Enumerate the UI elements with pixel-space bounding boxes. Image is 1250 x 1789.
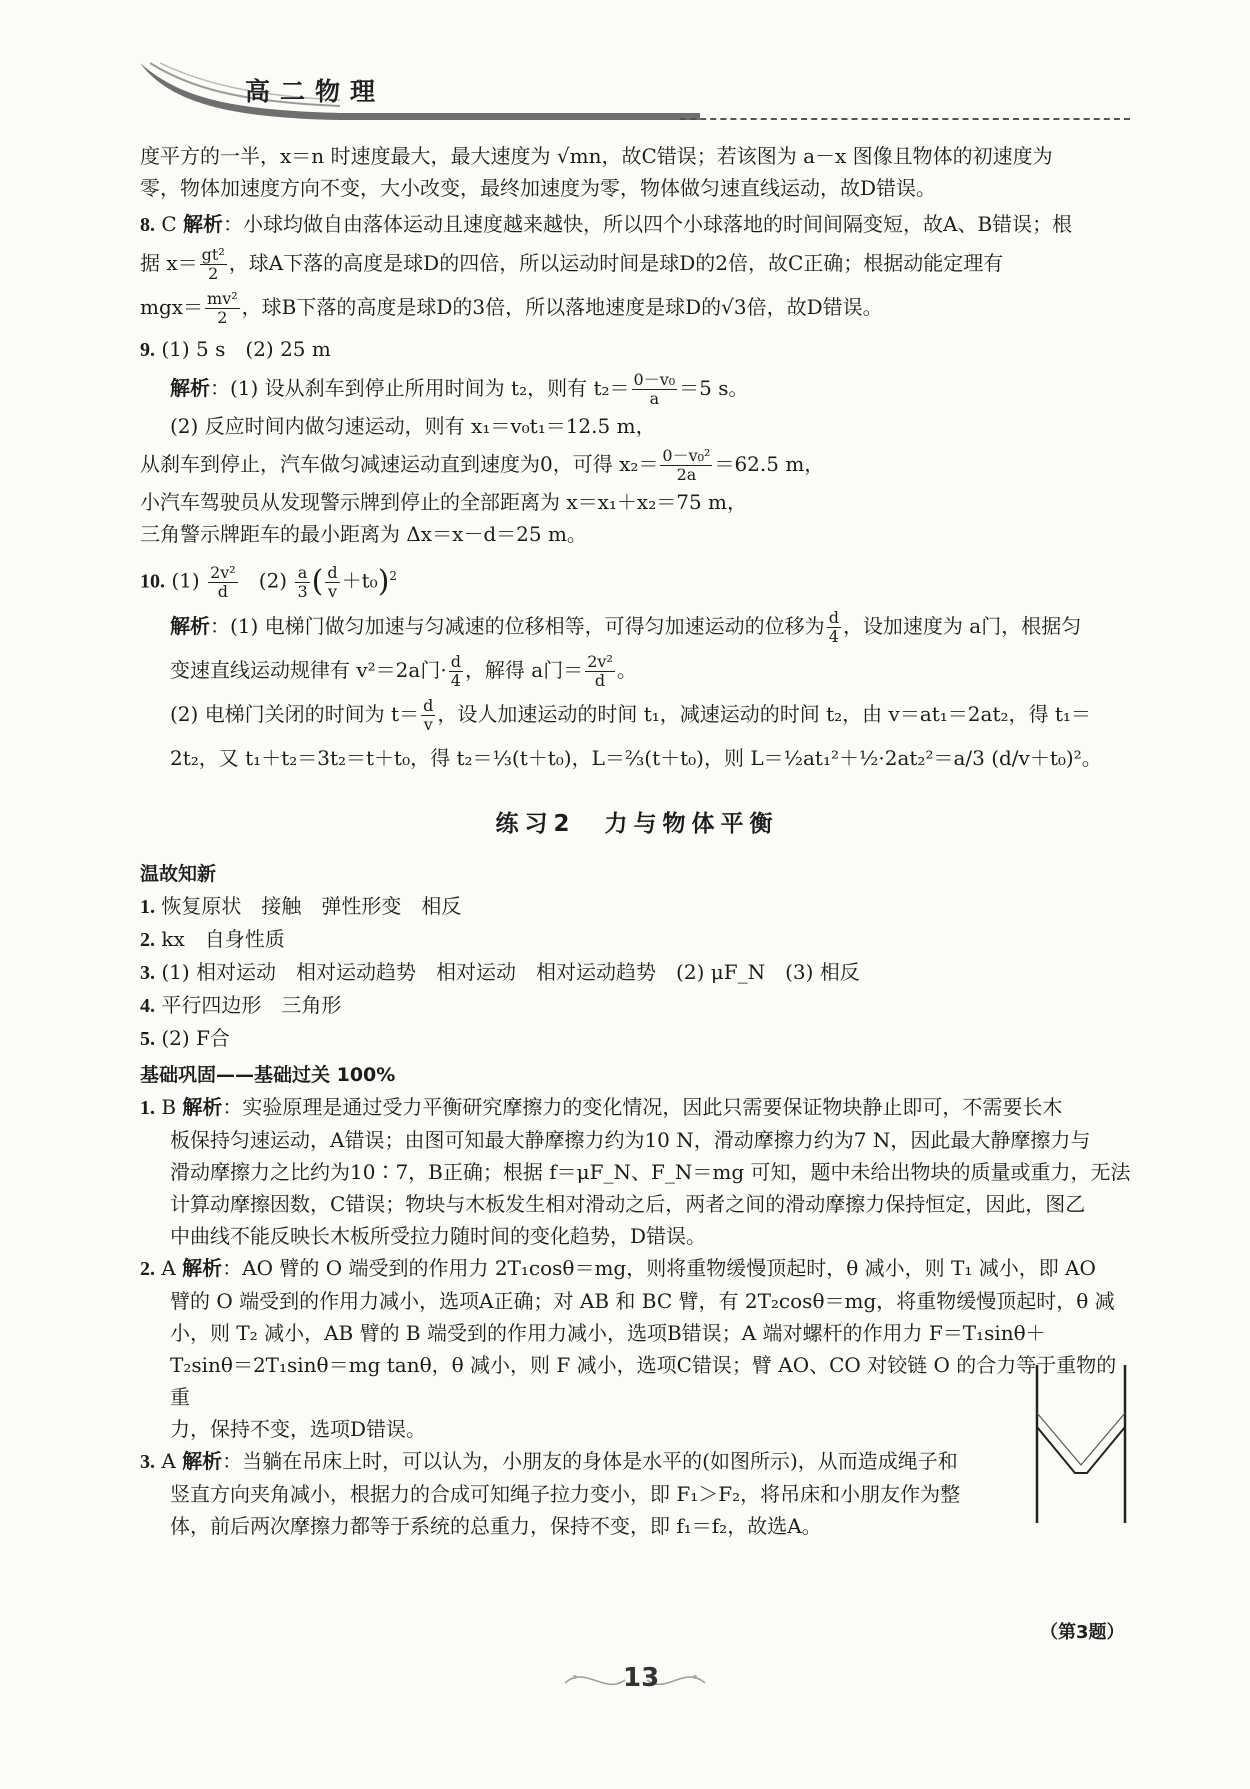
b1-line: 滑动摩擦力之比约为10∶7，B正确；根据 f＝μF_N、F_N＝mg 可知，题中未给出物块的质量或重力，无法 bbox=[170, 1160, 1131, 1185]
review-item-text: (1) 相对运动 相对运动趋势 相对运动 相对运动趋势 (2) μF_N (3) 相反 bbox=[161, 960, 860, 985]
page-footer bbox=[555, 1655, 715, 1705]
q10-answer-2-inner-fraction: $\frac{d}{v}$ bbox=[327, 562, 338, 601]
review-item-text: kx 自身性质 bbox=[161, 927, 285, 952]
q8-fraction-2: $\frac{\text{mv²}}{2}$ bbox=[207, 289, 238, 327]
b2-label: 解析 bbox=[182, 1256, 223, 1281]
figure-caption: （第3题） bbox=[1040, 1622, 1125, 1643]
q10-label: 解析 bbox=[170, 614, 210, 639]
q8-number: 8. bbox=[140, 214, 155, 236]
q8-line-3a: mgx＝ bbox=[140, 295, 204, 319]
b3-line: ：当躺在吊床上时，可以认为，小朋友的身体是水平的(如图所示)，从而造成绳子和 bbox=[222, 1449, 958, 1474]
question-10: 10. (1) $\frac{\text{2v²}}{d}$ (2) $\frac{a}{3}$ ( $\frac{d}{v}$ ＋t₀)$^2$ 解析：(1) 电梯门做匀加速与匀减速的位移相等，可得匀加速运动的位移为 $\frac{d}{4}$ ，设加速度为 a门，根据匀 变速直线运动规律有 v²＝2a门· $\frac{d}{4}$ ，解得 a门＝ $\frac{\text{2v²}}{d}$ 。 (2) 电梯门关闭的时间为 t＝ $\frac{d}{v}$ ，设人加速运动的时间 t₁，减速运动的时间 t₂，由 v＝at₁＝2at₂，得 t₁＝ 2t₂，又 t₁＋t₂＝3t₂＝t＋t₀，得 t₂＝⅓(t＋t₀)，L＝⅔(t＋t₀)，则 L＝½at₁²＋½·2at₂²＝a/3 (d/v＋t₀)²。 bbox=[140, 554, 1134, 780]
review-heading: 温故知新 bbox=[140, 863, 217, 886]
q9-line-3a: 从刹车到停止，汽车做匀减速运动直到速度为0，可得 x₂＝ bbox=[140, 452, 659, 476]
b3-number: 3. bbox=[140, 1451, 155, 1474]
page-content bbox=[140, 140, 1134, 1542]
header-dashed-rule bbox=[680, 118, 1130, 120]
q10-fraction-1: $\frac{d}{4}$ bbox=[828, 608, 839, 647]
q9-fraction-1: $\frac{\text{0－v₀}}{a}$ bbox=[633, 370, 676, 408]
basics-question-2 bbox=[140, 1252, 1134, 1445]
q10-line-2b: ，解得 a门＝ bbox=[464, 658, 584, 683]
review-item-number: 1. bbox=[140, 896, 155, 919]
q9-label: 解析 bbox=[170, 376, 210, 400]
b1-line: 计算动摩擦因数，C错误；物块与木板发生相对滑动之后，两者之间的滑动摩擦力保持恒定，因此，图乙 bbox=[170, 1192, 1086, 1217]
q10-answer-2-fraction: $\frac{a}{3}$ bbox=[297, 562, 308, 601]
q9-line-4: 小汽车驾驶员从发现警示牌到停止的全部距离为 x＝x₁＋x₂＝75 m， bbox=[140, 490, 748, 514]
b2-line: T₂sinθ＝2T₁sinθ＝mg tanθ，θ 减小，则 F 减小，选项C错误；臂 AO、CO 对铰链 O 的合力等于重物的重 bbox=[170, 1353, 1117, 1410]
b2-answer: A bbox=[161, 1256, 176, 1281]
review-item-text: (2) F合 bbox=[161, 1026, 230, 1051]
q10-answer-1-label: (1) bbox=[171, 568, 200, 593]
header-swoosh-decoration bbox=[140, 58, 700, 128]
q10-line-2c: 。 bbox=[616, 658, 637, 683]
q10-line-3b: ，设人加速运动的时间 t₁，减速运动的时间 t₂，由 v＝at₁＝2at₂，得 t₁＝ bbox=[437, 702, 1091, 727]
q9-fraction-2: $\frac{\text{0－v₀²}}{2a}$ bbox=[662, 446, 711, 484]
review-item-number: 2. bbox=[140, 929, 155, 952]
b2-line: 小，则 T₂ 减小，AB 臂的 B 端受到的作用力减小，选项B错误；A 端对螺杆的作用力 F＝T₁sinθ＋ bbox=[170, 1321, 1046, 1346]
basics-heading: 基础巩固——基础过关 100% bbox=[140, 1064, 396, 1087]
q10-fraction-4: $\frac{d}{v}$ bbox=[423, 696, 434, 735]
review-item bbox=[140, 989, 1134, 1022]
q8-line-2a: 据 x＝ bbox=[140, 251, 198, 275]
b1-number: 1. bbox=[140, 1097, 155, 1120]
basics-question-1 bbox=[140, 1091, 1134, 1252]
review-item-number: 4. bbox=[140, 995, 155, 1018]
q9-line-1b: ＝5 s。 bbox=[679, 376, 749, 400]
review-item bbox=[140, 923, 1134, 956]
review-item-number: 5. bbox=[140, 1028, 155, 1051]
q10-fraction-3: $\frac{\text{2v²}}{d}$ bbox=[587, 652, 613, 691]
q10-line-2a: 变速直线运动规律有 v²＝2a门· bbox=[170, 658, 447, 683]
q9-number: 9. bbox=[140, 339, 155, 361]
q10-answer-2-label: (2) bbox=[258, 568, 288, 593]
review-item-number: 3. bbox=[140, 962, 155, 985]
q10-answer-2-tail: ＋t₀ bbox=[341, 568, 378, 593]
b1-line: 中曲线不能反映长木板所受拉力随时间的变化趋势，D错误。 bbox=[170, 1224, 707, 1249]
b3-label: 解析 bbox=[182, 1449, 223, 1474]
b1-line: ：实验原理是通过受力平衡研究摩擦力的变化情况，因此只需要保证物块静止即可，不需要长木 bbox=[222, 1095, 1063, 1120]
header-title: 高二物理 bbox=[245, 77, 386, 106]
b2-line: 臂的 O 端受到的作用力减小，选项A正确；对 AB 和 BC 臂，有 2T₂cosθ＝mg，将重物缓慢顶起时，θ 减 bbox=[170, 1289, 1115, 1314]
q8-label: 解析 bbox=[183, 212, 224, 236]
page-header bbox=[140, 58, 1130, 128]
review-list bbox=[140, 890, 1134, 1055]
q9-answer: (1) 5 s (2) 25 m bbox=[161, 337, 331, 361]
review-item-text: 恢复原状 接触 弹性形变 相反 bbox=[161, 894, 462, 919]
question-9 bbox=[140, 333, 1134, 550]
q8-answer: C bbox=[161, 212, 177, 236]
question-8 bbox=[140, 208, 1134, 329]
q10-fraction-2: $\frac{d}{4}$ bbox=[450, 652, 461, 691]
b2-line: ：AO 臂的 O 端受到的作用力 2T₁cosθ＝mg，则将重物缓慢顶起时，θ 减小，则 T₁ 减小，即 AO bbox=[222, 1256, 1096, 1281]
page-number: 13 bbox=[623, 1663, 660, 1693]
q8-fraction-1: $\frac{\text{gt²}}{2}$ bbox=[201, 245, 225, 283]
q9-line-3b: ＝62.5 m， bbox=[714, 452, 825, 476]
q9-line-1a: ：(1) 设从刹车到停止所用时间为 t₂，则有 t₂＝ bbox=[210, 376, 630, 400]
q10-line-1a: ：(1) 电梯门做匀加速与匀减速的位移相等，可得匀加速运动的位移为 bbox=[210, 614, 825, 639]
b3-line: 竖直方向夹角减小，根据力的合成可知绳子拉力变小，即 F₁＞F₂，将吊床和小朋友作为整 bbox=[170, 1482, 961, 1507]
b3-line: 体，前后两次摩擦力都等于系统的总重力，保持不变，即 f₁＝f₂，故选A。 bbox=[170, 1514, 822, 1539]
q8-line-3b: ，球B下落的高度是球D的3倍，所以落地速度是球D的√3倍，故D错误。 bbox=[241, 295, 883, 319]
b1-label: 解析 bbox=[182, 1095, 223, 1120]
q10-line-4: 2t₂，又 t₁＋t₂＝3t₂＝t＋t₀，得 t₂＝⅓(t＋t₀)，L＝⅔(t＋t₀)，则 L＝½at₁²＋½·2at₂²＝a/3 (d/v＋t₀)²。 bbox=[170, 746, 1102, 771]
review-item bbox=[140, 1022, 1134, 1055]
continued-line-1: 度平方的一半，x＝n 时速度最大，最大速度为 √mn，故C错误；若该图为 a－x 图像且物体的初速度为 bbox=[140, 144, 1053, 168]
section-title: 练习2 力与物体平衡 bbox=[495, 811, 779, 838]
q9-line-5: 三角警示牌距车的最小距离为 Δx＝x－d＝25 m。 bbox=[140, 522, 587, 546]
hammock-diagram bbox=[1035, 1365, 1127, 1523]
review-item-text: 平行四边形 三角形 bbox=[161, 993, 342, 1018]
b1-line: 板保持匀速运动，A错误；由图可知最大静摩擦力约为10 N，滑动摩擦力约为7 N，因此最大静摩擦力与 bbox=[170, 1128, 1091, 1153]
continued-line-2: 零，物体加速度方向不变，大小改变，最终加速度为零，物体做匀速直线运动，故D错误。 bbox=[140, 176, 937, 200]
q8-line-2b: ，球A下落的高度是球D的四倍，所以运动时间是球D的2倍，故C正确；根据动能定理有 bbox=[228, 251, 1004, 275]
b2-line: 力，保持不变，选项D错误。 bbox=[170, 1417, 427, 1442]
q9-line-2: (2) 反应时间内做匀速运动，则有 x₁＝v₀t₁＝12.5 m， bbox=[170, 414, 656, 438]
q10-number: 10. bbox=[140, 570, 165, 593]
b1-answer: B bbox=[161, 1095, 177, 1120]
review-item bbox=[140, 890, 1134, 923]
b3-answer: A bbox=[161, 1449, 176, 1474]
basics-question-3 bbox=[140, 1445, 1020, 1542]
b2-number: 2. bbox=[140, 1258, 155, 1281]
q10-line-1b: ，设加速度为 a门，根据匀 bbox=[842, 614, 1082, 639]
q10-line-3a: (2) 电梯门关闭的时间为 t＝ bbox=[170, 702, 420, 727]
review-item bbox=[140, 956, 1134, 989]
q8-line-1: ：小球均做自由落体运动且速度越来越快，所以四个小球落地的时间间隔变短，故A、B错误；根 bbox=[223, 212, 1073, 236]
q10-answer-1-fraction: $\frac{\text{2v²}}{d}$ bbox=[210, 562, 236, 601]
